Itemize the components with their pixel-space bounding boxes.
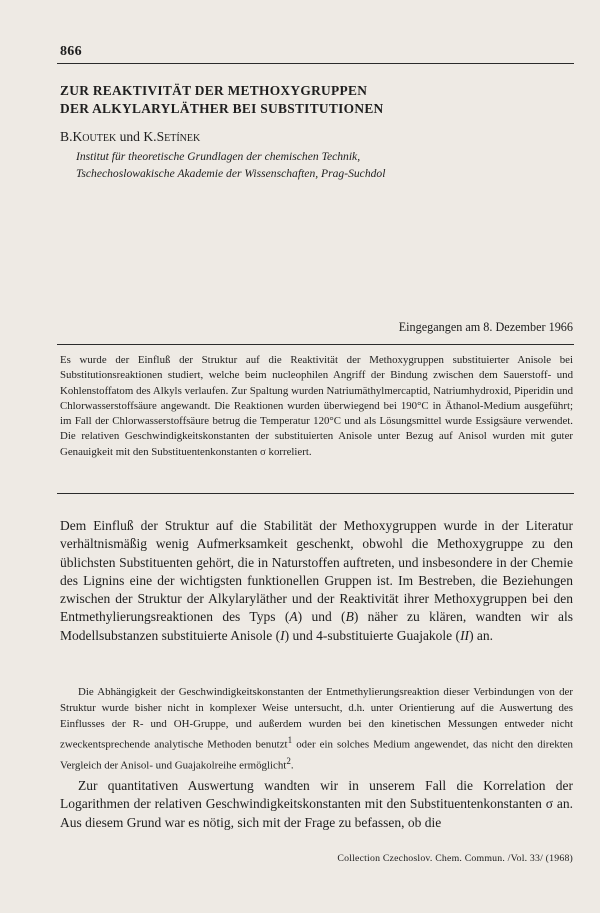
author-1-name: Koutek bbox=[72, 129, 117, 144]
title-line-1: ZUR REAKTIVITÄT DER METHOXYGRUPPEN bbox=[60, 83, 368, 98]
paragraph-1-text-a: Dem Einfluß der Struktur auf die Stabilität der Methoxygruppen wurde in der Literatur verhältnismäßig wenig Aufmerksamkeit geschenkt, obwohl die Methoxygruppe zu den üblichsten Substituenten gehört, die in Naturstoffen auftreten, und insbesondere in der Chemie des Lignins eine der wichtigsten funktionellen Gruppen ist. Im Bestreben, die Beziehungen zwischen der Struktur der Alkylaryläther und der Reaktivität ihrer Methoxygruppen bei den Entmethylierungsreaktionen des Typs ( bbox=[60, 518, 573, 625]
received-date: Eingegangen am 8. Dezember 1966 bbox=[398, 320, 573, 334]
paragraph-3: Zur quantitativen Auswertung wandten wir in unserem Fall die Korrelation der Logarithmen der relativen Geschwindigkeitskonstanten mit den Substituentenkonstanten σ an. Aus diesem Grund war es nötig, sich mit der Frage zu befassen, ob die bbox=[60, 778, 573, 830]
compound-ii-label: II bbox=[460, 627, 470, 643]
paragraph-2-text-c: . bbox=[290, 759, 294, 772]
affiliation bbox=[76, 149, 385, 182]
author-2-name: Setínek bbox=[156, 129, 201, 144]
author-2-initial: K. bbox=[143, 129, 157, 144]
paragraph-1-text-d: ) und 4-substituierte Guajakole ( bbox=[284, 627, 461, 643]
paragraph-1-text-c: ) näher zu klären, wandten wir als Modellsubstanzen substituierte Anisole ( bbox=[60, 609, 573, 643]
paragraph-1-text-e: ) an. bbox=[469, 627, 494, 643]
authors bbox=[60, 129, 200, 145]
paragraph-2-text-b: oder ein solches Medium angewendet, das nicht den direkten Vergleich der Anisol- und Guajakolreihe ermöglicht bbox=[60, 738, 573, 772]
paragraph-2-text-a: Die Abhängigkeit der Geschwindigkeitskonstanten der Entmethylierungsreaktion dieser Verbindungen von der Struktur wurde bisher nicht in komplexer Weise untersucht, d.h. unter Orientierung auf die Auswertung des Einflusses der R- und OH-Gruppe, und außerdem wurden bei den kinetischen Messungen entweder nicht zweckentsprechende analytische Methoden benutzt bbox=[60, 686, 573, 751]
header-rule bbox=[57, 63, 574, 64]
abstract: Es wurde der Einfluß der Struktur auf die Reaktivität der Methoxygruppen substituierter Anisole bei Substitutionsreaktionen studiert, welche beim nucleophilen Angriff der Bindung zwischen dem Sauerstoff- und Kohlenstoffatom des Alkyls verlaufen. Zur Spaltung wurden Natriumäthylmercaptid, Natriumhydroxid, Piperidin und Chlorwasserstoffsäure angewandt. Die Reaktionen wurden überwiegend bei 190°C in Äthanol-Medium ausgeführt; im Fall der Chlorwasserstoffsäure betrug die Temperatur 120°C und als Lösungsmittel wurde Essigsäure verwendet. Die relativen Geschwindigkeitskonstanten der substituierten Anisole unter Bezug auf Anisol wurden mit guter Genauigkeit mit den Substituentenkonstanten σ korreliert. bbox=[60, 354, 573, 458]
paragraph-1-text-b: ) und ( bbox=[297, 609, 346, 625]
authors-connector: und bbox=[116, 129, 144, 144]
abstract-top-rule bbox=[57, 344, 574, 345]
compound-i-label: I bbox=[280, 627, 285, 643]
affiliation-line-1: Institut für theoretische Grundlagen der chemischen Technik, bbox=[76, 150, 361, 163]
affiliation-line-2: Tschechoslowakische Akademie der Wissenschaften, Prag-Suchdol bbox=[76, 166, 386, 180]
paragraph-2 bbox=[60, 684, 573, 773]
page-number: 866 bbox=[60, 44, 82, 59]
author-1-initial: B. bbox=[60, 129, 73, 144]
footnote-ref-1: 1 bbox=[287, 735, 293, 745]
article-title bbox=[60, 82, 570, 117]
title-line-2: DER ALKYLARYLÄTHER BEI SUBSTITUTIONEN bbox=[60, 100, 384, 116]
journal-footer: Collection Czechoslov. Chem. Commun. /Vol. 33/ (1968) bbox=[337, 853, 573, 864]
abstract-bottom-rule bbox=[57, 493, 574, 494]
paragraph-1 bbox=[60, 517, 573, 645]
type-a-label: A bbox=[289, 609, 298, 625]
footnote-ref-2: 2 bbox=[286, 755, 291, 766]
type-b-label: B bbox=[345, 609, 354, 625]
